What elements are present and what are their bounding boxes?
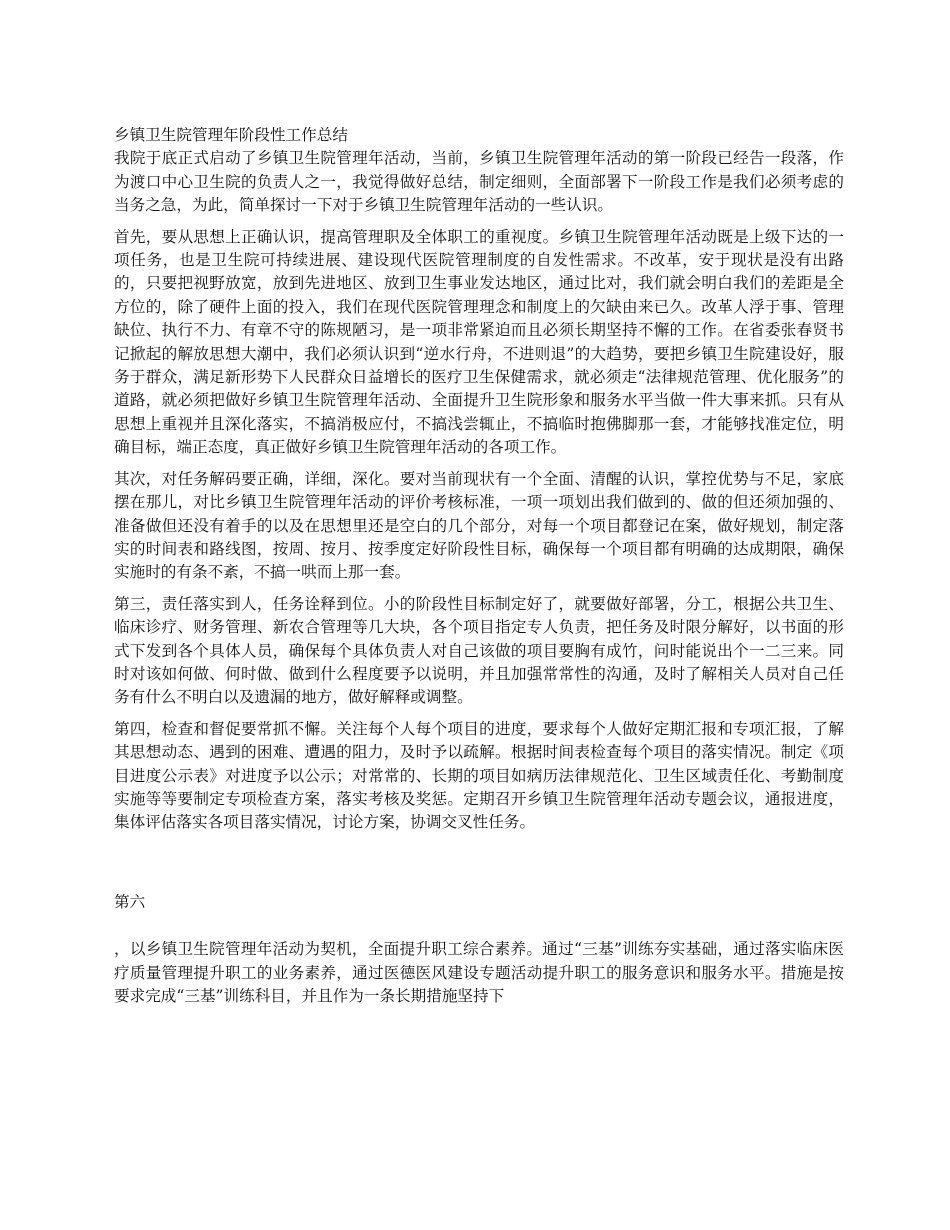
paragraph-second-point: 其次，对任务解码要正确，详细，深化。要对当前现状有一个全面、清醒的认识，掌控优势与不足，家底摆在那儿，对比乡镇卫生院管理年活动的评价考核标准，一项一项划出我们做到的、做的但还须加强的、准备做但还没有着手的以及在思想里还是空白的几个部分，对每一个项目都登记在案，做好规划，制定落实的时间表和路线图，按周、按月、按季度定好阶段性目标，确保每一个项目都有明确的达成期限，确保实施时的有条不紊，不搞一哄而上那一套。 (114, 469, 844, 582)
document-page (114, 124, 844, 1016)
section-six-heading: 第六 (114, 892, 146, 911)
paragraph-first-point: 首先，要从思想上正确认识，提高管理职及全体职工的重视度。乡镇卫生院管理年活动既是上级下达的一项任务，也是卫生院可持续进展、建设现代医院管理制度的自发性需求。不改革，安于现状是没有出路的，只要把视野放宽，放到先进地区、放到卫生事业发达地区，通过比对，我们就会明白我们的差距是全方位的，除了硬件上面的投入，我们在现代医院管理理念和制度上的欠缺由来已久。改革人浮于事、管理缺位、执行不力、有章不守的陈规陋习，是一项非常紧迫而且必须长期坚持不懈的工作。在省委张春贤书记掀起的解放思想大潮中，我们必须认识到“逆水行舟，不进则退”的大趋势，要把乡镇卫生院建设好，服务于群众，满足新形势下人民群众日益增长的医疗卫生保健需求，就必须走“法律规范管理、优化服务”的道路，就必须把做好乡镇卫生院管理年活动、全面提升卫生院形象和服务水平当做一件大事来抓。只有从思想上重视并且深化落实，不搞消极应付，不搞浅尝辄止，不搞临时抱佛脚那一套，才能够找准定位，明确目标，端正态度，真正做好乡镇卫生院管理年活动的各项工作。 (114, 227, 844, 457)
paragraph-fourth-point: 第四，检查和督促要常抓不懈。关注每个人每个项目的进度，要求每个人做好定期汇报和专项汇报，了解其思想动态、遇到的困难、遭遇的阻力，及时予以疏解。根据时间表检查每个项目的落实情况。制定《项目进度公示表》对进度予以公示；对常常的、长期的项目如病历法律规范化、卫生区域责任化、考勤制度实施等等要制定专项检查方案，落实考核及奖惩。定期召开乡镇卫生院管理年活动专题会议，通报进度，集体评估落实各项目落实情况，讨论方案，协调交叉性任务。 (114, 719, 844, 832)
paragraph-third-point: 第三，责任落实到人，任务诠释到位。小的阶段性目标制定好了，就要做好部署，分工，根据公共卫生、临床诊疗、财务管理、新农合管理等几大块，各个项目指定专人负责，把任务及时限分解好，以书面的形式下发到各个具体人员，确保每个具体负责人对自己该做的项目要胸有成竹，问时能说出个一二三来。同时对该如何做、何时做、做到什么程度要予以说明，并且加强常常性的沟通，及时了解相关人员对自己任务有什么不明白以及遗漏的地方，做好解释或调整。 (114, 594, 844, 707)
document-title: 乡镇卫生院管理年阶段性工作总结 (114, 126, 348, 144)
paragraph-sixth-point: ，以乡镇卫生院管理年活动为契机，全面提升职工综合素养。通过“三基”训练夯实基础，通过落实临床医疗质量管理提升职工的业务素养，通过医德医风建设专题活动提升职工的服务意识和服务水平。措施是按要求完成“三基”训练科目，并且作为一条长期措施坚持下 (114, 940, 844, 1005)
intro-paragraph: 我院于底正式启动了乡镇卫生院管理年活动，当前，乡镇卫生院管理年活动的第一阶段已经告一段落，作为渡口中心卫生院的负责人之一，我觉得做好总结，制定细则，全面部署下一阶段工作是我们必须考虑的当务之急，为此，简单探讨一下对于乡镇卫生院管理年活动的一些认识。 (114, 149, 844, 215)
